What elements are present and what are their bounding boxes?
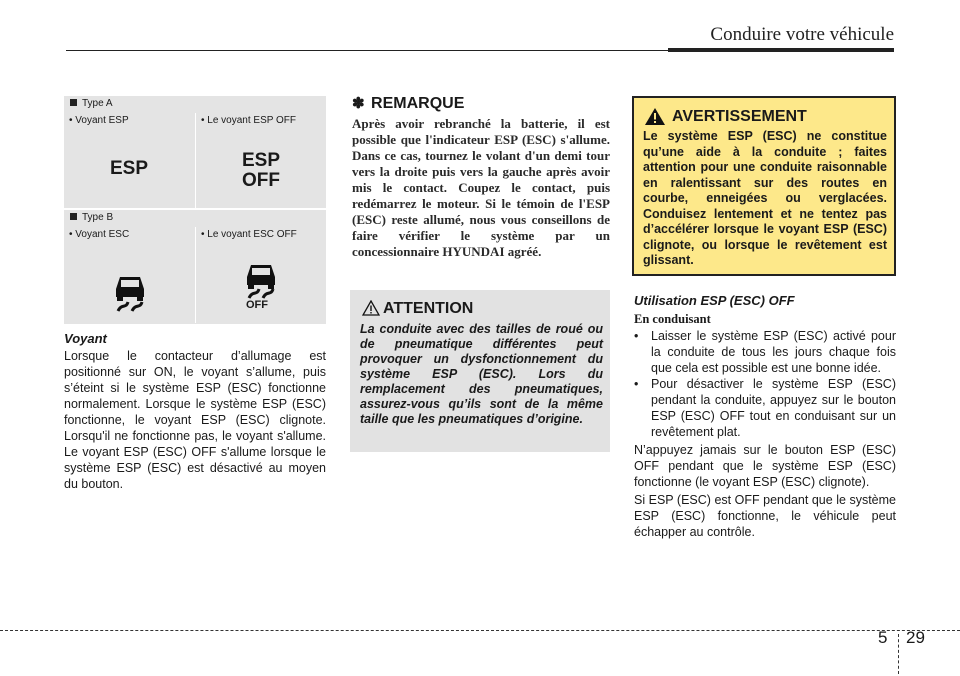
bullet-symbol: • [634, 329, 639, 343]
esc-off-icon-text: OFF [246, 299, 268, 311]
attention-box [350, 290, 610, 452]
chapter-number: 5 [878, 628, 888, 647]
esc-off-indicator-label: • Le voyant ESC OFF [201, 229, 297, 240]
warning-box [632, 96, 896, 276]
bullet-text: Pour désactiver le système ESP (ESC) pendant la conduite, appuyez sur le bouton ESP (ESC) OFF tout en conduisant sur un revêtement plat. [651, 377, 896, 439]
remark-heading [352, 94, 464, 113]
panel-type-label [70, 98, 113, 109]
esp-indicator-label: • Voyant ESP [69, 115, 129, 126]
warning-triangle-icon [644, 107, 666, 126]
esp-off-symbol [196, 151, 326, 191]
usage-paragraph-1: N’appuyez jamais sur le bouton ESP (ESC) OFF pendant que le système ESP (ESC) fonctionne (le voyant ESP (ESC) clignote). [634, 443, 896, 489]
usage-paragraph-2: Si ESP (ESC) est OFF pendant que le système ESP (ESC) fonctionne, le véhicule peut échapper au contrôle. [634, 493, 896, 539]
esc-indicator-cell [64, 227, 194, 323]
warning-title: AVERTISSEMENT [672, 108, 807, 125]
attention-body: La conduite avec des tailles de roué ou de pneumatique différentes peut provoquer un dysfonctionnement du système ESP (ESC). Lors du remplacement des pneumatiques, assurez-vous qu’ils sont de la même taille que les pneumatiques d’origine. [360, 322, 603, 426]
square-bullet-icon [70, 99, 77, 106]
esp-off-symbol-line2: OFF [242, 170, 280, 191]
skidding-car-icon [112, 271, 148, 313]
header-rule-thick [668, 48, 894, 52]
skidding-car-off-icon [243, 261, 279, 299]
usage-subheading: En conduisant [634, 312, 711, 326]
esc-indicator-label: • Voyant ESC [69, 229, 130, 240]
warning-triangle-icon [362, 300, 380, 316]
warning-body: Le système ESP (ESC) ne constitue qu’une aide à la conduite ; faites attention pour une conduite raisonnable en ralentissant sur des routes en courbe, enneigées ou verglacées. Conduisez lentement et ne tentez pas d’accélérer lorsque le voyant ESP (ESC) clignote, ou lorsque le revêtement est glissant. [643, 129, 887, 267]
page-number: 29 [906, 628, 925, 647]
page-header-title: Conduire votre véhicule [710, 24, 894, 45]
esp-off-symbol-line1: ESP [241, 150, 281, 171]
list-item [634, 376, 896, 440]
list-item [634, 328, 896, 376]
voyant-heading: Voyant [64, 331, 107, 346]
square-bullet-icon [70, 213, 77, 220]
type-b-label: Type B [82, 212, 114, 223]
esp-off-indicator-label: • Le voyant ESP OFF [201, 115, 297, 126]
indicator-panel-type-b [64, 210, 326, 324]
remark-heading-text: REMARQUE [371, 95, 465, 112]
footer-dashed-rule [0, 630, 960, 631]
panel-type-label [70, 212, 113, 223]
usage-heading: Utilisation ESP (ESC) OFF [634, 293, 795, 308]
esp-off-indicator-cell [195, 113, 326, 209]
footer-divider [898, 634, 899, 674]
type-a-label: Type A [82, 98, 113, 109]
remark-body: Après avoir rebranché la batterie, il est possible que l'indicateur ESP (ESC) s'allume. Dans ce cas, tournez le volant d'un demi tour vers la droite puis vers la gauche après avoir mis le contact. Coupez le contact, puis redémarrez le moteur. Si le témoin de l'ESP (ESC) reste allumé, nous vous conseillons de faire vérifier le système par un concessionnaire HYUNDAI agréé. [352, 116, 610, 259]
bullet-symbol: • [634, 377, 639, 391]
voyant-body: Lorsque le contacteur d’allumage est positionné sur ON, le voyant s’allume, puis s’éteint si le système ESP (ESC) fonctionne normalement. Lorsque le système ESP (ESC) fonctionne, le voyant ESP (ESC) clignote. Lorsqu'il ne fonctionne pas, le voyant s'allume. Le voyant ESP (ESC) OFF s'allume lorsque le système ESP (ESC) est désactivé au moyen du bouton. [64, 349, 326, 491]
bullet-text: Laisser le système ESP (ESC) activé pour la conduite de tous les jours chaque fois que cela est possible est une bonne idée. [651, 329, 896, 375]
indicator-panel-type-a [64, 96, 326, 208]
esc-off-indicator-cell [195, 227, 326, 323]
attention-title: ATTENTION [383, 300, 474, 317]
esp-indicator-cell [64, 113, 194, 209]
usage-content [634, 328, 896, 540]
star-icon: ✽ [352, 95, 365, 112]
esp-symbol: ESP [109, 158, 149, 179]
